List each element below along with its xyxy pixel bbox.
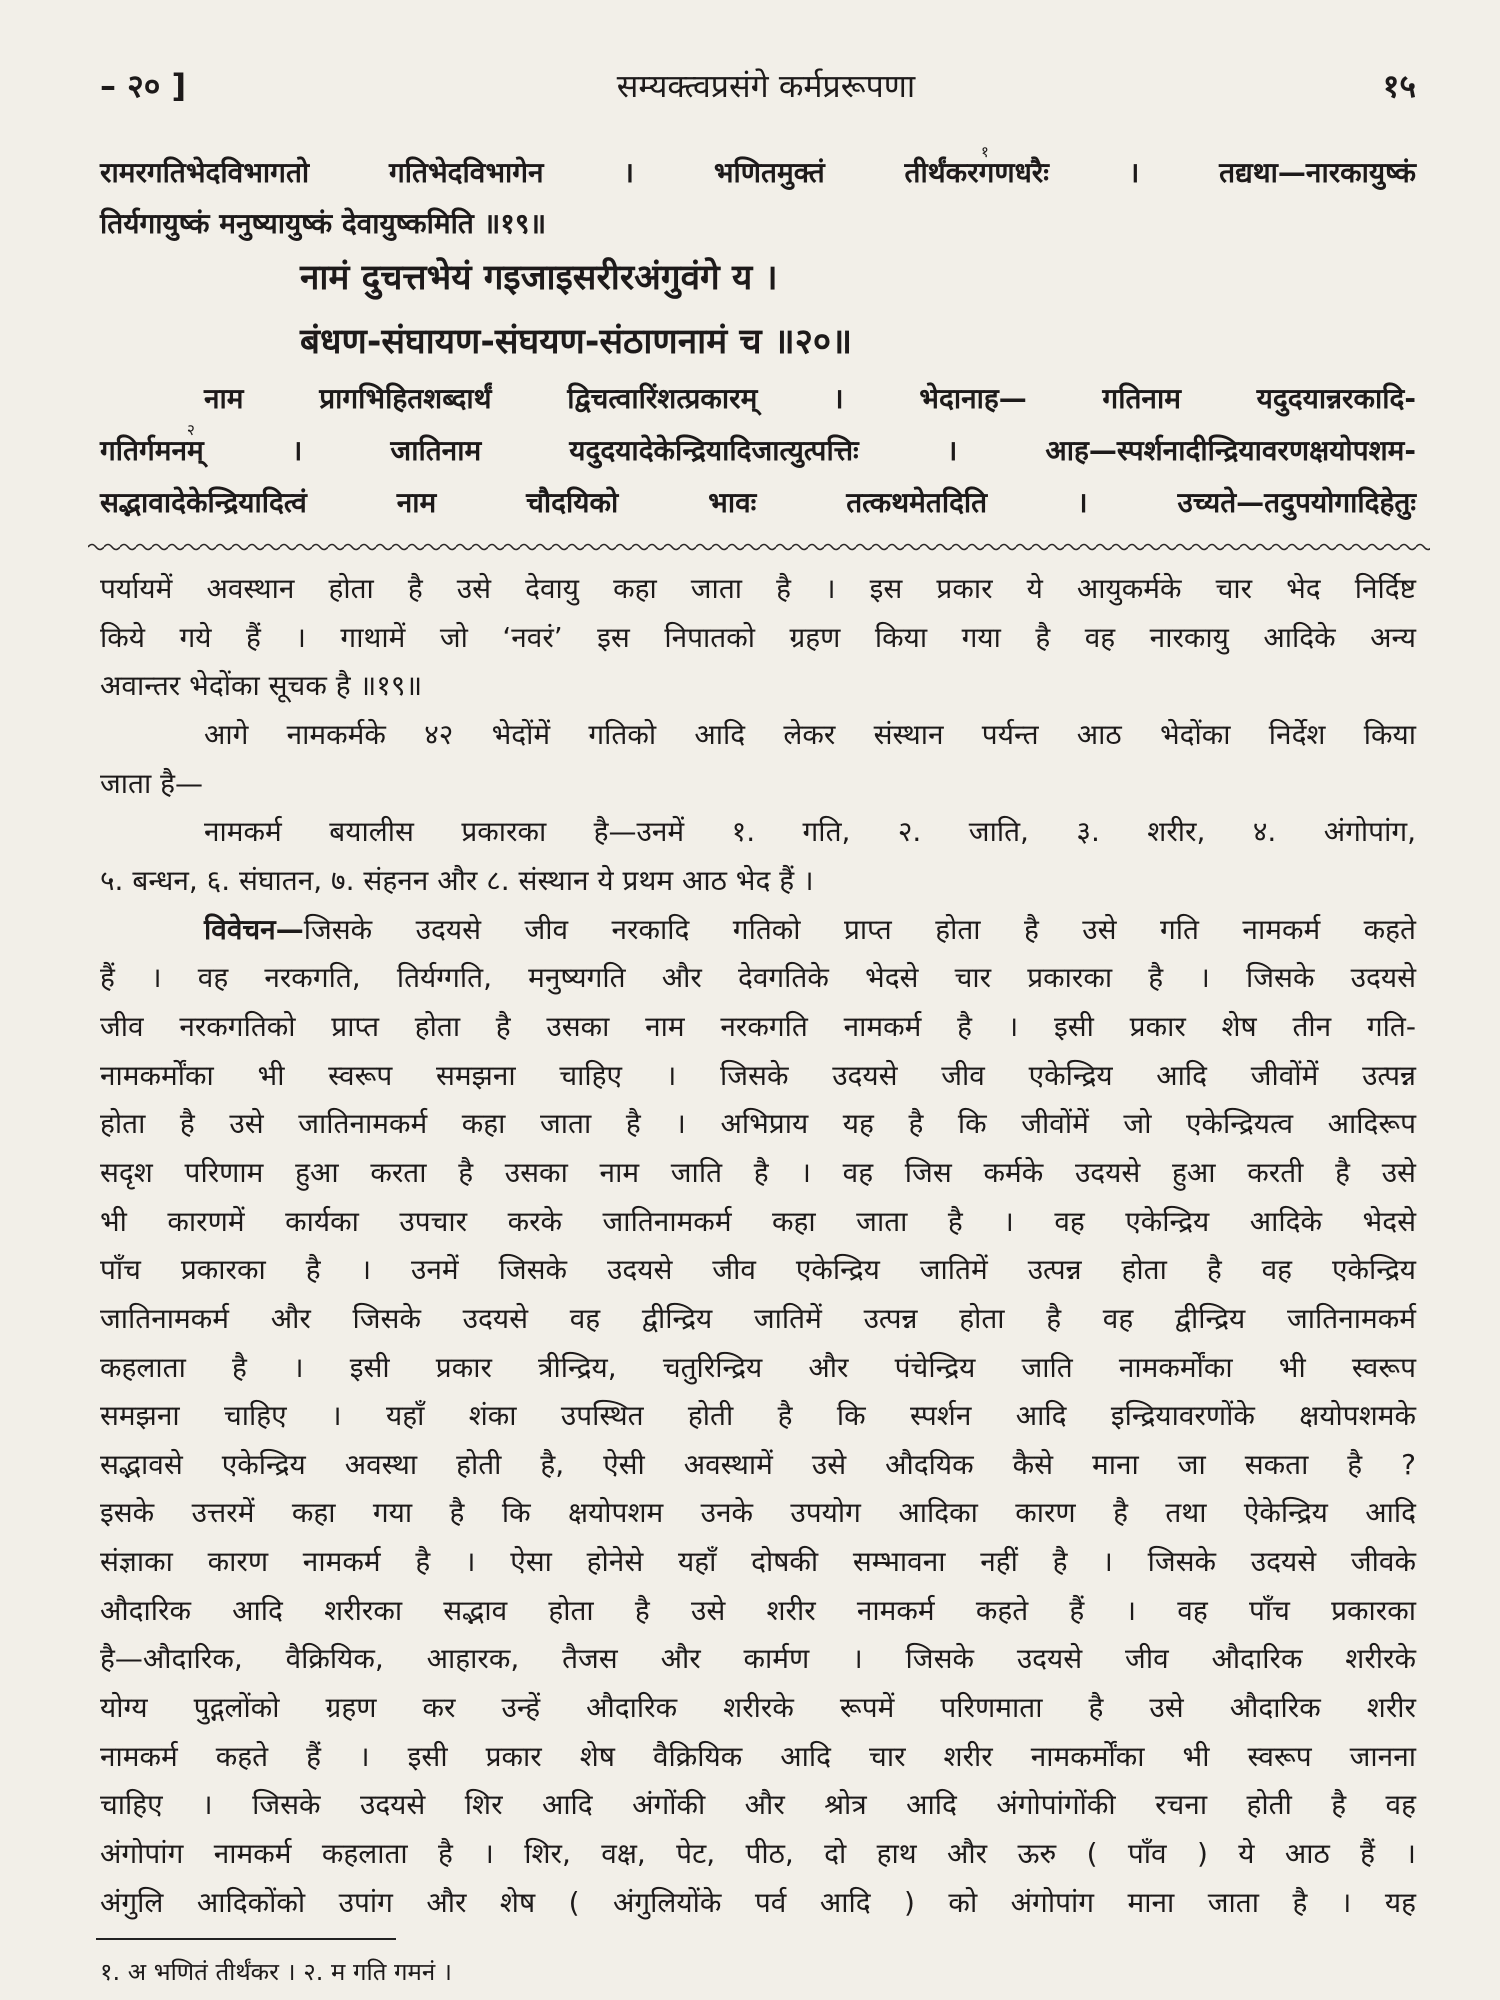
hindi-line: अवान्तर भेदोंका सूचक है ॥१९॥	[100, 669, 423, 703]
hindi-line: सदृश परिणाम हुआ करता है उसका नाम जाति है । वह जिस कर्मके उदयसे हुआ करती है उसे	[100, 1155, 1416, 1189]
commentary-line: सद्भावादेकेन्द्रियादित्वं नाम चौदयिको भावः तत्कथमेतदिति । उच्यते—तदुपयोगादिहेतुः	[100, 486, 1416, 519]
sanskrit-line: रामरगतिभेदविभागतो गतिभेदविभागेन । भणितमुक्तं तीर्थंकर$^१$गणधरैः । तद्यथा—नारकायुष्कं	[100, 143, 1416, 189]
hindi-line: अंगोपांग नामकर्म कहलाता है । शिर, वक्ष, पेट, पीठ, दो हाथ और ऊरु ( पाँव ) ये आठ हैं ।	[100, 1837, 1416, 1871]
running-header	[100, 64, 1416, 108]
commentary-line: नाम प्रागभिहितशब्दार्थं द्विचत्वारिंशत्प्रकारम् । भेदानाह— गतिनाम यदुदयान्नरकादि-	[204, 382, 1416, 415]
hindi-line: अंगुलि आदिकोंको उपांग और शेष ( अंगुलियोंके पर्व आदि ) को अंगोपांग माना जाता है । यह	[100, 1885, 1416, 1919]
hindi-line: भी कारणमें कार्यका उपचार करके जातिनामकर्म कहा जाता है । वह एकेन्द्रिय आदिके भेदसे	[100, 1204, 1416, 1238]
commentary-text: गतिर्गमनम्	[100, 434, 204, 467]
verse-line: नामं दुचत्तभेयं गइजाइसरीरअंगुवंगे य ।	[300, 258, 778, 298]
wavy-divider	[88, 540, 1430, 554]
hindi-line: पर्यायमें अवस्थान होता है उसे देवायु कहा जाता है । इस प्रकार ये आयुकर्मके चार भेद निर्दिष्ट	[100, 572, 1416, 605]
page-number: १५	[1382, 67, 1416, 105]
commentary-text: । जातिनाम यदुदयादेकेन्द्रियादिजात्युत्पत्तिः । आह—स्पर्शनादीन्द्रियावरणक्षयोपशम-	[203, 434, 1416, 467]
hindi-line: कहलाता है । इसी प्रकार त्रीन्द्रिय, चतुरिन्द्रिय और पंचेन्द्रिय जाति नामकर्मोंका भी स्वरूप	[100, 1350, 1416, 1384]
hindi-line: इसके उत्तरमें कहा गया है कि क्षयोपशम उनके उपयोग आदिका कारण है तथा ऐकेन्द्रिय आदि	[100, 1496, 1416, 1530]
hindi-line: जातिनामकर्म और जिसके उदयसे वह द्वीन्द्रिय जातिमें उत्पन्न होता है वह द्वीन्द्रिय जातिनामकर्म	[100, 1301, 1416, 1335]
hindi-line: नामकर्म बयालीस प्रकारका है—उनमें १. गति, २. जाति, ३. शरीर, ४. अंगोपांग,	[204, 815, 1416, 849]
hindi-line: योग्य पुद्गलोंको ग्रहण कर उन्हें औदारिक शरीरके रूपमें परिणमाता है उसे औदारिक शरीर	[100, 1691, 1416, 1725]
hindi-line: संज्ञाका कारण नामकर्म है । ऐसा होनेसे यहाँ दोषकी सम्भावना नहीं है । जिसके उदयसे जीवके	[100, 1545, 1416, 1579]
footnote-rule	[96, 1938, 396, 1940]
hindi-line: समझना चाहिए । यहाँ शंका उपस्थित होती है कि स्पर्शन आदि इन्द्रियावरणोंके क्षयोपशमके	[100, 1399, 1416, 1433]
commentary-line: गतिर्गमनम्$^२$ । जातिनाम यदुदयादेकेन्द्रियादिजात्युत्पत्तिः । आह—स्पर्शनादीन्द्रियावरणक्षयोपशम-	[100, 421, 1416, 467]
hindi-line: होता है उसे जातिनामकर्म कहा जाता है । अभिप्राय यह है कि जीवोंमें जो एकेन्द्रियत्व आदिरूप	[100, 1107, 1416, 1141]
footnotes: १. अ भणितं तीर्थंकर । २. म गति गमनं ।	[100, 1958, 452, 1986]
hindi-line: है—औदारिक, वैक्रियिक, आहारक, तैजस और कार्मण । जिसके उदयसे जीव औदारिक शरीरके	[100, 1642, 1416, 1676]
hindi-line: नामकर्मोंका भी स्वरूप समझना चाहिए । जिसके उदयसे जीव एकेन्द्रिय आदि जीवोंमें उत्पन्न	[100, 1058, 1416, 1092]
section-reference: – २० ]	[100, 67, 187, 105]
hindi-line: औदारिक आदि शरीरका सद्भाव होता है उसे शरीर नामकर्म कहते हैं । वह पाँच प्रकारका	[100, 1593, 1416, 1627]
hindi-line: ५. बन्धन, ६. संघातन, ७. संहनन और ८. संस्थान ये प्रथम आठ भेद हैं ।	[100, 863, 814, 897]
hindi-line: हैं । वह नरकगति, तिर्यग्गति, मनुष्यगति और देवगतिके भेदसे चार प्रकारका है । जिसके उदयसे	[100, 961, 1416, 995]
hindi-translation	[100, 565, 1416, 1927]
sanskrit-commentary-previous	[100, 143, 1416, 249]
verse-line: बंधण-संघायण-संघयण-संठाणनामं च ॥२०॥	[300, 322, 853, 362]
hindi-line: चाहिए । जिसके उदयसे शिर आदि अंगोंकी और श्रोत्र आदि अंगोपांगोंकी रचना होती है वह	[100, 1788, 1416, 1822]
sanskrit-text: गणधरैः । तद्यथा—नारकायुष्कं	[978, 156, 1416, 189]
hindi-line: पाँच प्रकारका है । उनमें जिसके उदयसे जीव एकेन्द्रिय जातिमें उत्पन्न होता है वह एकेन्द्रिय	[100, 1253, 1416, 1287]
hindi-line: जाता है—	[100, 766, 204, 800]
sanskrit-text: रामरगतिभेदविभागतो गतिभेदविभागेन । भणितमुक्तं तीर्थंकर	[100, 156, 979, 189]
hindi-text: जिसके उदयसे जीव नरकादि गतिको प्राप्त होता है उसे गति नामकर्म कहते	[303, 912, 1416, 946]
vivechan-label: विवेचन—	[204, 912, 304, 946]
hindi-line: जीव नरकगतिको प्राप्त होता है उसका नाम नरकगति नामकर्म है । इसी प्रकार शेष तीन गति-	[100, 1009, 1416, 1043]
sanskrit-commentary	[100, 373, 1416, 529]
hindi-line: आगे नामकर्मके ४२ भेदोंमें गतिको आदि लेकर संस्थान पर्यन्त आठ भेदोंका निर्देश किया	[204, 717, 1416, 751]
sanskrit-line: तिर्यगायुष्कं मनुष्यायुष्कं देवायुष्कमिति ॥१९॥	[100, 207, 547, 240]
hindi-line: नामकर्म कहते हैं । इसी प्रकार शेष वैक्रियिक आदि चार शरीर नामकर्मोंका भी स्वरूप जानना	[100, 1739, 1416, 1773]
hindi-line: सद्भावसे एकेन्द्रिय अवस्था होती है, ऐसी अवस्थामें उसे औदयिक कैसे माना जा सकता है ?	[100, 1447, 1416, 1481]
gatha-verse	[100, 246, 1416, 374]
hindi-line: किये गये हैं । गाथामें जो ‘नवरं’ इस निपातको ग्रहण किया गया है वह नारकायु आदिके अन्य	[100, 620, 1416, 654]
hindi-line	[100, 906, 1416, 955]
running-title: सम्यक्त्वप्रसंगे कर्मप्ररूपणा	[616, 67, 916, 105]
